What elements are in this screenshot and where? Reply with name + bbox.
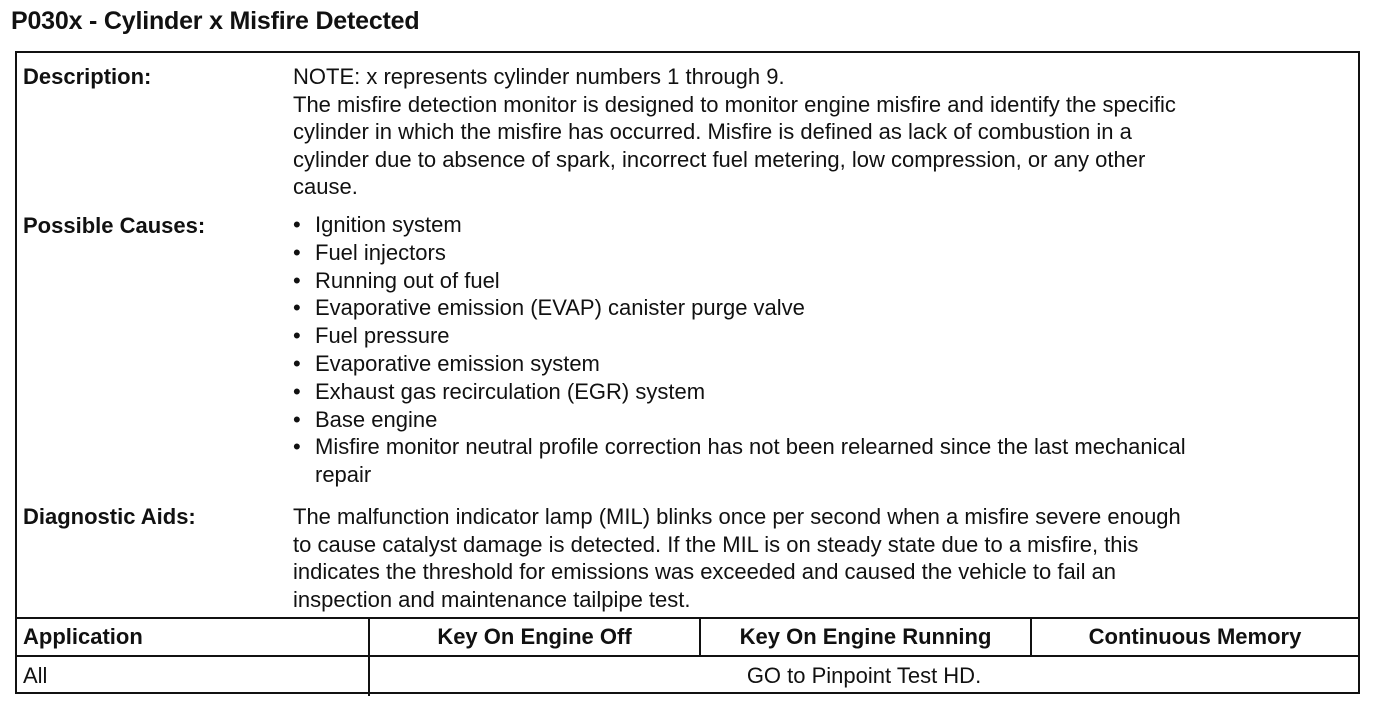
- description-line: cylinder in which the misfire has occurred. Misfire is defined as lack of combustion in a: [293, 119, 1132, 144]
- application-table: [17, 617, 1358, 696]
- list-item: • Running out of fuel: [293, 267, 500, 293]
- description-line: cause.: [293, 174, 358, 199]
- header-continuous-memory: Continuous Memory: [1032, 619, 1358, 657]
- header-key-on-engine-running: Key On Engine Running: [701, 619, 1030, 657]
- diagnostic-aids-line: to cause catalyst damage is detected. If the MIL is on steady state due to a misfire, this: [293, 531, 1139, 557]
- cell-pinpoint-test-link: GO to Pinpoint Test HD.: [746, 662, 982, 688]
- bullet-icon: •: [293, 323, 301, 349]
- diagnostic-aids-label: Diagnostic Aids:: [23, 504, 196, 529]
- description-label: Description:: [23, 64, 152, 89]
- description-line: NOTE: x represents cylinder numbers 1 through 9.: [293, 64, 785, 89]
- diagnostic-aids-line: indicates the threshold for emissions was exceeded and caused the vehicle to fail an: [293, 559, 1117, 584]
- bullet-icon: •: [293, 295, 301, 321]
- bullet-icon: •: [293, 239, 301, 265]
- header-application: Application: [17, 619, 368, 657]
- list-item: • Base engine: [293, 406, 438, 432]
- list-item: • Exhaust gas recirculation (EGR) system: [293, 378, 706, 404]
- list-item: • Misfire monitor neutral profile correction has not been relearned since the last mechanical: [293, 434, 1186, 460]
- header-key-on-engine-off: Key On Engine Off: [370, 619, 699, 657]
- list-item: • Evaporative emission system: [293, 350, 600, 376]
- list-item: • Evaporative emission (EVAP) canister purge valve: [293, 295, 805, 321]
- list-item: • Fuel injectors: [293, 239, 446, 265]
- list-item: • Ignition system: [293, 212, 462, 237]
- description-line: The misfire detection monitor is designed to monitor engine misfire and identify the specific: [293, 91, 1176, 117]
- bullet-icon: •: [293, 350, 301, 376]
- diagnostic-aids-line: inspection and maintenance tailpipe test.: [293, 586, 691, 612]
- bullet-icon: •: [293, 434, 301, 460]
- possible-causes-list: [293, 211, 1344, 489]
- description-line: cylinder due to absence of spark, incorrect fuel metering, low compression, or any other: [293, 146, 1146, 172]
- diagnostic-aids-text: [293, 503, 1344, 613]
- bullet-icon: •: [293, 212, 301, 237]
- list-item: • Fuel pressure: [293, 323, 450, 349]
- dtc-info-table: [15, 51, 1360, 694]
- bullet-icon: •: [293, 267, 301, 293]
- possible-causes-label: Possible Causes:: [23, 213, 206, 238]
- list-item-continuation: repair: [315, 462, 372, 488]
- description-text: [293, 63, 1344, 201]
- cell-application-value: All: [23, 662, 48, 688]
- bullet-icon: •: [293, 406, 301, 432]
- page-title: P030x - Cylinder x Misfire Detected: [11, 7, 420, 35]
- diagnostic-aids-line: The malfunction indicator lamp (MIL) blinks once per second when a misfire severe enough: [293, 504, 1181, 529]
- bullet-icon: •: [293, 378, 301, 404]
